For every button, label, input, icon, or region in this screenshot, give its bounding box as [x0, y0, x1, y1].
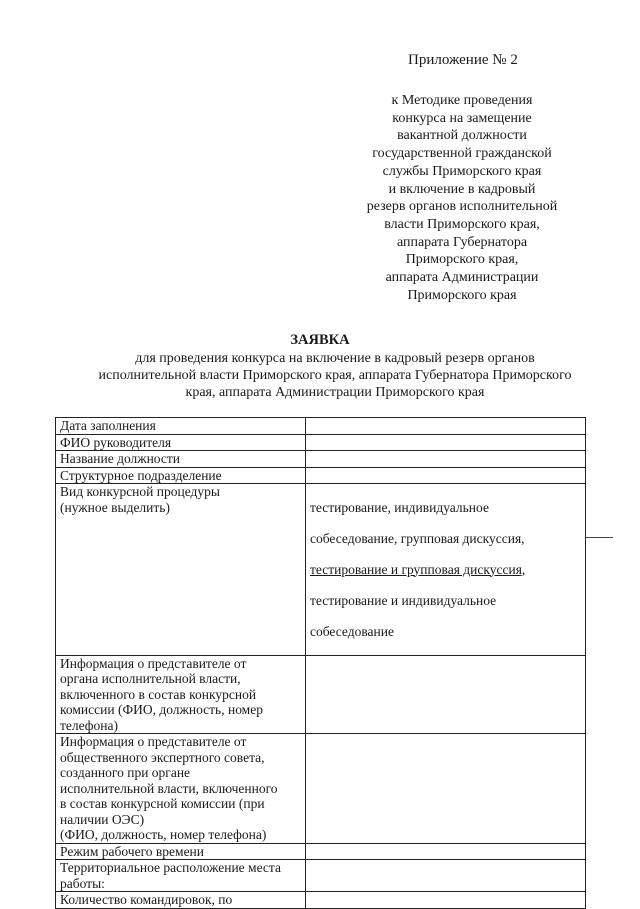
appendix-ref-line: конкурса на замещение [392, 110, 532, 126]
row-label: Название должности [56, 451, 306, 468]
table-row [56, 451, 586, 468]
appendix-ref-line: к Методике проведения [391, 93, 533, 108]
margin-mark-line [585, 537, 613, 538]
appendix-ref-line: вакантной должности [397, 128, 527, 144]
table-row [56, 418, 586, 435]
subtitle-line: края, аппарата Администрации Приморского края [185, 385, 485, 400]
row-value-cell[interactable] [306, 843, 586, 860]
appendix-ref-line: службы Приморского края [382, 163, 542, 179]
application-form-table [55, 417, 586, 909]
procedure-option-text: тестирование и групповая дискуссия, [310, 561, 526, 577]
procedure-option[interactable]: тестирование, индивидуальное [310, 499, 489, 515]
appendix-ref-line: и включение в кадровый [388, 181, 536, 197]
appendix-label: Приложение № 2 [408, 52, 518, 68]
table-row [56, 484, 586, 656]
row-value-cell[interactable] [306, 655, 586, 734]
row-label: Территориальное расположение места работы: [56, 860, 306, 892]
table-row [56, 467, 586, 484]
document-title: ЗАЯВКА [290, 332, 350, 348]
appendix-ref-line: резерв органов исполнительной [366, 199, 558, 215]
appendix-ref-line: аппарата Губернатора [396, 234, 528, 250]
row-label: Дата заполнения [56, 418, 306, 435]
appendix-ref-line: Приморского края [407, 287, 517, 303]
subtitle-line: исполнительной власти Приморского края, аппарата Губернатора Приморского [98, 368, 572, 383]
row-value-cell[interactable] [306, 734, 586, 844]
table-row [56, 434, 586, 451]
table-row [56, 892, 586, 909]
row-label: ФИО руководителя [56, 434, 306, 451]
appendix-ref-line: аппарата Администрации [385, 270, 539, 286]
row-value-cell[interactable] [306, 860, 586, 892]
appendix-ref-line: власти Приморского края, [384, 216, 540, 232]
row-label: Информация о представителе от общественного экспертного совета, созданного при органе исполнительной власти, включенного в состав конкурсной комиссии (при наличии ОЭС) (ФИО, должность, номер телефона) [56, 734, 306, 844]
row-label: Режим рабочего времени [56, 843, 306, 860]
table-row [56, 734, 586, 844]
procedure-options-cell[interactable] [306, 484, 586, 656]
procedure-option[interactable]: тестирование и индивидуальное [310, 592, 497, 608]
row-value-cell[interactable] [306, 451, 586, 468]
row-label: Структурное подразделение [56, 467, 306, 484]
appendix-ref-line: Приморского края, [405, 252, 519, 268]
row-value-cell[interactable] [306, 434, 586, 451]
procedure-option[interactable]: собеседование, групповая дискуссия, [310, 530, 525, 546]
procedure-option[interactable]: собеседование [310, 623, 394, 639]
table-row [56, 655, 586, 734]
subtitle-line: для проведения конкурса на включение в кадровый резерв органов [135, 351, 535, 366]
row-value-cell[interactable] [306, 892, 586, 909]
procedure-option[interactable] [310, 562, 581, 578]
table-row [56, 860, 586, 892]
row-value-cell[interactable] [306, 418, 586, 435]
table-row [56, 843, 586, 860]
row-label: Информация о представителе от органа исполнительной власти, включенного в состав конкурсной комиссии (ФИО, должность, номер телефона) [56, 655, 306, 734]
document-subtitle [70, 350, 600, 401]
appendix-ref-line: государственной гражданской [372, 146, 552, 162]
row-label: Количество командировок, по [56, 892, 306, 909]
appendix-reference [355, 92, 569, 304]
row-value-cell[interactable] [306, 467, 586, 484]
row-label: Вид конкурсной процедуры (нужное выделить) [56, 484, 306, 656]
